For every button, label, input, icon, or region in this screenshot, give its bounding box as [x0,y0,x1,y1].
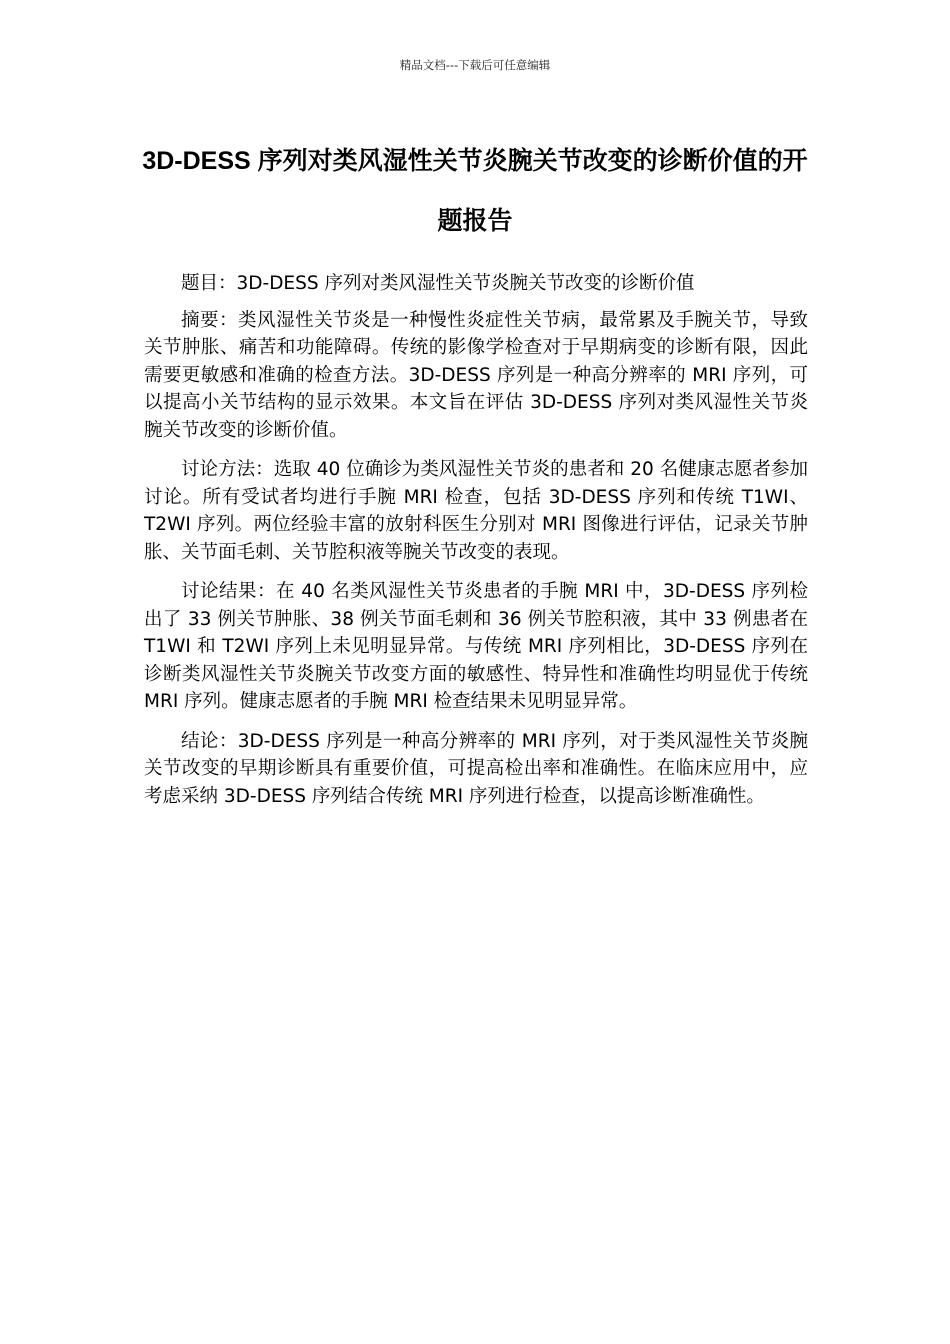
document-body [144,270,808,822]
subject-paragraph: 题目：3D-DESS 序列对类风湿性关节炎腕关节改变的诊断价值 [181,273,695,294]
methods-paragraph: 讨论方法：选取 40 位确诊为类风湿性关节炎的患者和 20 名健康志愿者参加讨论。所有受试者均进行手腕 MRI 检查，包括 3D-DESS 序列和传统 T1WI、T2WI 序列。两位经验丰富的放射科医生分别对 MRI 图像进行评估，记录关节肿胀、关节面毛刺、关节腔积液等腕关节改变的表现。 [144,459,808,563]
abstract-paragraph: 摘要：类风湿性关节炎是一种慢性炎症性关节病，最常累及手腕关节，导致关节肿胀、痛苦和功能障碍。传统的影像学检查对于早期病变的诊断有限，因此需要更敏感和准确的检查方法。3D-DESS 序列是一种高分辨率的 MRI 序列，可以提高小关节结构的显示效果。本文旨在评估 3D-DESS 序列对类风湿性关节炎腕关节改变的诊断价值。 [144,309,808,441]
conclusion-paragraph: 结论：3D-DESS 序列是一种高分辨率的 MRI 序列，对于类风湿性关节炎腕关节改变的早期诊断具有重要价值，可提高检出率和准确性。在临床应用中，应考虑采纳 3D-DESS 序列结合传统 MRI 序列进行检查，以提高诊断准确性。 [144,730,808,807]
page-header: 精品文档---下载后可任意编辑 [399,58,551,72]
document-title: 3D-DESS 序列对类风湿性关节炎腕关节改变的诊断价值的开题报告 [142,147,808,235]
results-paragraph: 讨论结果：在 40 名类风湿性关节炎患者的手腕 MRI 中，3D-DESS 序列检出了 33 例关节肿胀、38 例关节面毛刺和 36 例关节腔积液，其中 33 例患者在 T1WI 和 T2WI 序列上未见明显异常。与传统 MRI 序列相比，3D-DESS 序列在诊断类风湿性关节炎腕关节改变方面的敏感性、特异性和准确性均明显优于传统 MRI 序列。健康志愿者的手腕 MRI 检查结果未见明显异常。 [144,581,808,712]
